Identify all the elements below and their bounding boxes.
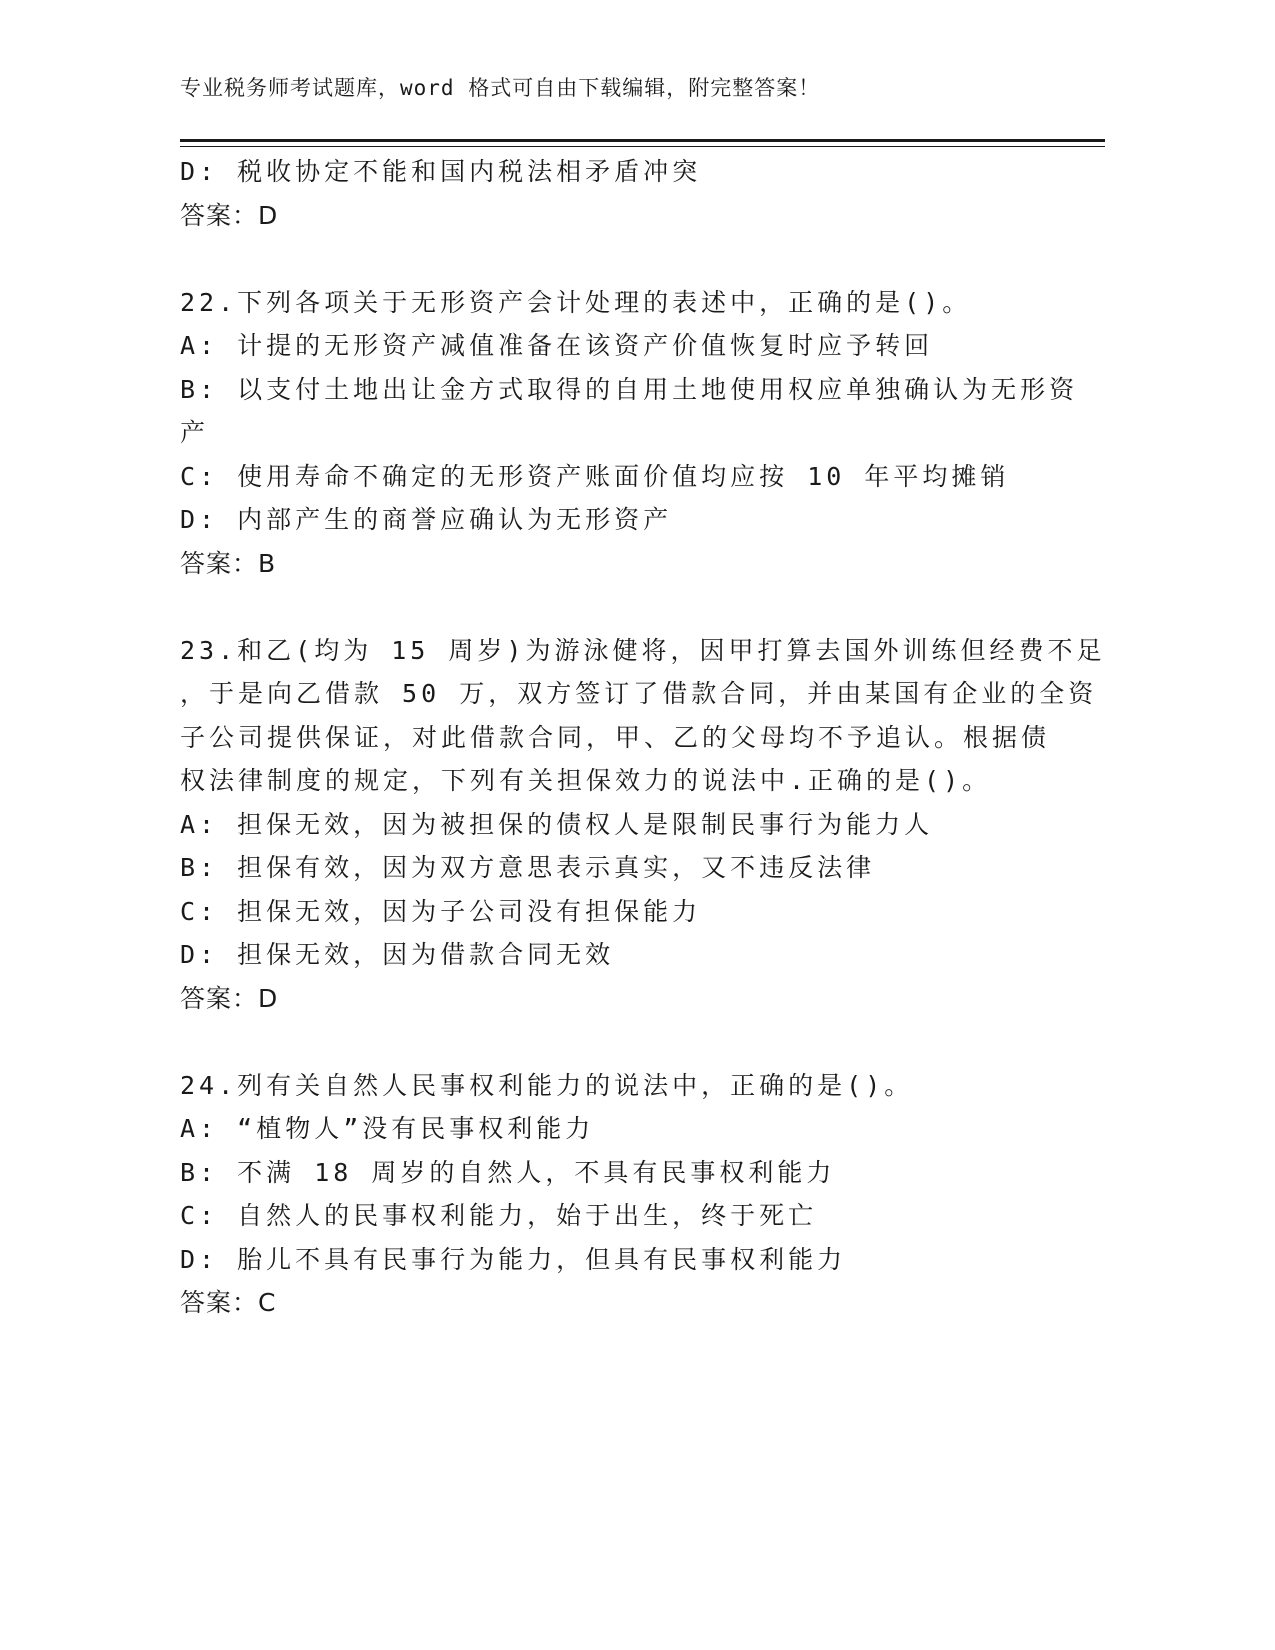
option-b: B: 不满 18 周岁的自然人，不具有民事权利能力 xyxy=(180,1157,836,1187)
answer-line: 答案：D xyxy=(180,200,279,230)
option-d: D: 税收协定不能和国内税法相矛盾冲突 xyxy=(180,157,702,186)
question-stem: 24.列有关自然人民事权利能力的说法中，正确的是()。 xyxy=(180,1070,914,1100)
question-stem: ，于是向乙借款 50 万，双方签订了借款合同，并由某国有企业的全资 xyxy=(180,679,1098,708)
option-d: D: 担保无效，因为借款合同无效 xyxy=(180,940,615,969)
option-b: B: 以支付土地出让金方式取得的自用土地使用权应单独确认为无形资 xyxy=(180,374,1079,404)
question-23 xyxy=(180,629,1106,1021)
question-stem: 权法律制度的规定，下列有关担保效力的说法中.正确的是()。 xyxy=(180,766,992,795)
option-b: B: 担保有效，因为双方意思表示真实，又不违反法律 xyxy=(180,853,876,882)
option-a: A: 担保无效，因为被担保的债权人是限制民事行为能力人 xyxy=(180,809,934,839)
document-body xyxy=(180,150,1106,1325)
option-c: C: 担保无效，因为子公司没有担保能力 xyxy=(180,896,702,926)
option-a: A: 计提的无形资产减值准备在该资产价值恢复时应予转回 xyxy=(180,331,934,360)
spacer xyxy=(180,585,1040,629)
option-d: D: 胎儿不具有民事行为能力，但具有民事权利能力 xyxy=(180,1244,847,1274)
spacer xyxy=(180,237,1040,281)
answer-line: 答案：D xyxy=(180,983,279,1013)
option-b-continued: 产 xyxy=(180,418,210,447)
header-divider xyxy=(180,139,1105,147)
answer-line: 答案：B xyxy=(180,548,277,578)
option-c: C: 使用寿命不确定的无形资产账面价值均应按 10 年平均摊销 xyxy=(180,461,1010,491)
question-stem: 22.下列各项关于无形资产会计处理的表述中，正确的是()。 xyxy=(180,287,972,317)
answer-line: 答案：C xyxy=(180,1288,277,1317)
question-24 xyxy=(180,1064,1040,1325)
page-header: 专业税务师考试题库，word 格式可自由下载编辑，附完整答案！ xyxy=(180,76,821,100)
question-stem: 23.和乙(均为 15 周岁)为游泳健将，因甲打算去国外训练但经费不足 xyxy=(180,635,1106,665)
question-22 xyxy=(180,281,1079,586)
option-d: D: 内部产生的商誉应确认为无形资产 xyxy=(180,505,673,534)
option-a: A: “植物人”没有民事权利能力 xyxy=(180,1114,595,1143)
question-stem: 子公司提供保证，对此借款合同，甲、乙的父母均不予追认。根据债 xyxy=(180,722,1051,752)
spacer xyxy=(180,1020,1040,1064)
option-c: C: 自然人的民事权利能力，始于出生，终于死亡 xyxy=(180,1201,818,1230)
